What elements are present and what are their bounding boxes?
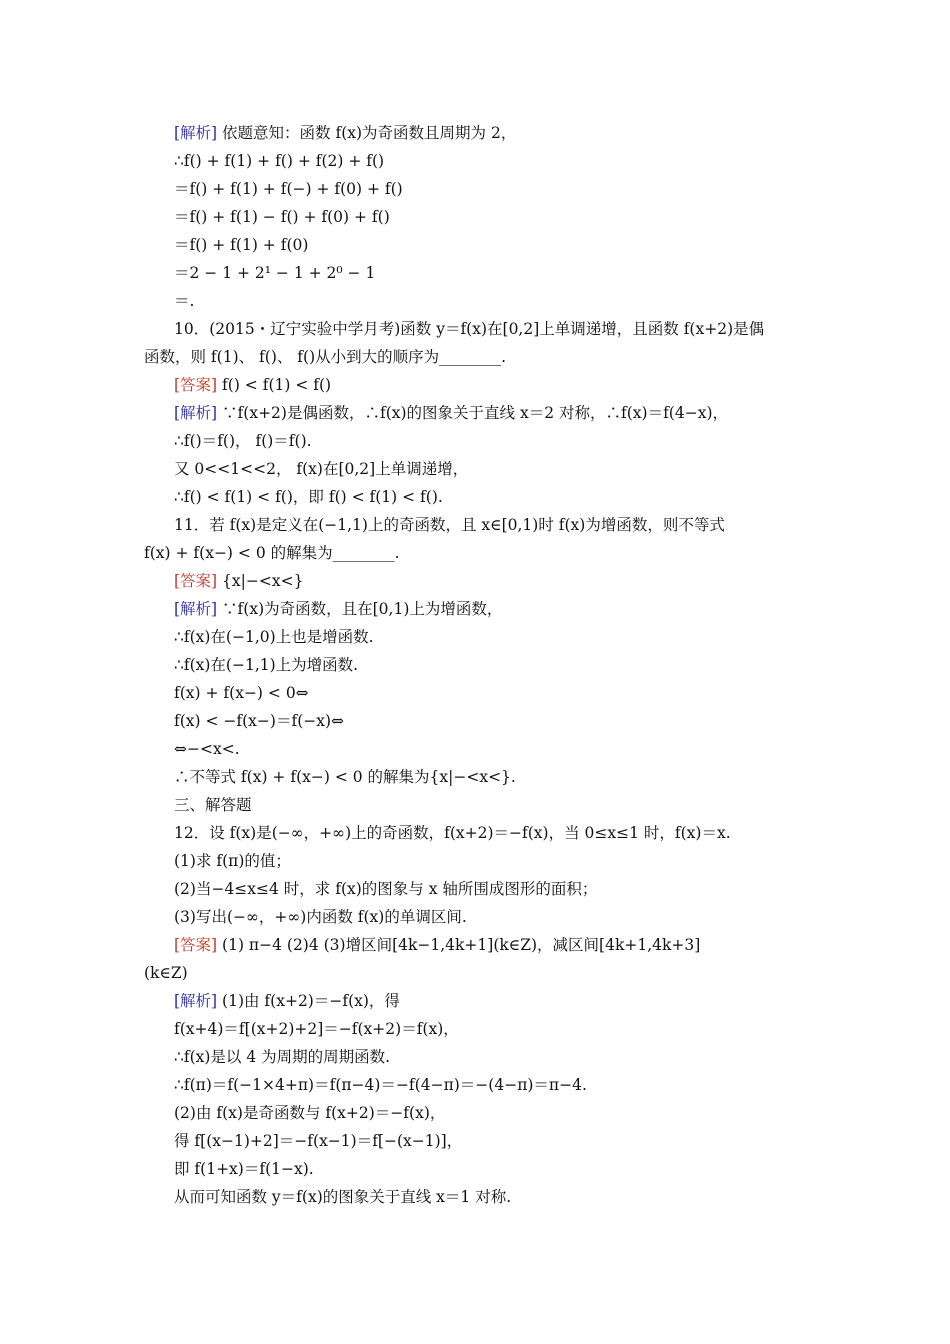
q12-explanation-line-2: f(x+4)＝f[(x+2)+2]＝−f(x+2)＝f(x)， (174, 1020, 459, 1038)
analysis-tag: [解析] (174, 404, 218, 422)
q9-explanation-line-1 (174, 123, 516, 143)
q12-answer (174, 935, 700, 955)
q12-part-1: (1)求 f(π)的值； (174, 852, 291, 870)
section-heading: 三、解答题 (174, 796, 252, 814)
q10-answer (174, 375, 331, 395)
q12-part-2: (2)当−4≤x≤4 时，求 f(x)的图象与 x 轴所围成图形的面积； (174, 880, 598, 898)
analysis-tag: [解析] (174, 600, 218, 618)
q12-explanation-line-7: 即 f(1+x)＝f(1−x). (174, 1160, 314, 1178)
answer-text: (1) π−4 (2)4 (3)增区间[4k−1,4k+1](k∈Z)，减区间[4k+1,4k+3] (222, 936, 701, 954)
q9-explanation-line-7: ＝. (174, 292, 195, 310)
line-text: (1)由 f(x+2)＝−f(x)，得 (222, 992, 400, 1010)
q11-explanation-line-6: ⇔−<x<. (174, 740, 240, 758)
q12-explanation-line-8: 从而可知函数 y＝f(x)的图象关于直线 x＝1 对称. (174, 1188, 512, 1206)
q12-explanation-line-4: ∴f(π)＝f(−1×4+π)＝f(π−4)＝−f(4−π)＝−(4−π)＝π−4. (174, 1076, 587, 1094)
q11-answer (174, 571, 303, 591)
q12-part-3: (3)写出(−∞，+∞)内函数 f(x)的单调区间. (174, 908, 467, 926)
q12-answer-cont: (k∈Z) (144, 964, 188, 982)
q11-explanation-line-4: f(x) + f(x−) < 0⇔ (174, 684, 309, 702)
analysis-tag: [解析] (174, 992, 218, 1010)
q10-stem-line-1: 10．(2015・辽宁实验中学月考)函数 y＝f(x)在[0,2]上单调递增，且函数 f(x+2)是偶 (174, 320, 765, 338)
q12-explanation-line-6: 得 f[(x−1)+2]＝−f(x−1)＝f[−(x−1)]， (174, 1132, 463, 1150)
line-text: ∵f(x+2)是偶函数，∴f(x)的图象关于直线 x＝2 对称，∴f(x)＝f(4−x)， (222, 404, 728, 422)
q10-explanation-line-4: ∴f() < f(1) < f()，即 f() < f(1) < f(). (174, 488, 443, 506)
q11-explanation-line-1 (174, 599, 502, 619)
analysis-tag: [解析] (174, 124, 218, 142)
answer-tag: [答案] (174, 572, 218, 590)
answer-tag: [答案] (174, 936, 218, 954)
answer-tag: [答案] (174, 376, 218, 394)
q12-stem: 12．设 f(x)是(−∞，+∞)上的奇函数，f(x+2)＝−f(x)，当 0≤x≤1 时，f(x)＝x. (174, 824, 731, 842)
q11-stem-line-1: 11．若 f(x)是定义在(−1,1)上的奇函数，且 x∈[0,1)时 f(x)为增函数，则不等式 (174, 516, 725, 534)
q11-explanation-line-2: ∴f(x)在(−1,0)上也是增函数. (174, 628, 374, 646)
q11-explanation-line-7: ∴不等式 f(x) + f(x−) < 0 的解集为{x|−<x<}. (174, 768, 516, 786)
q9-explanation-line-5: ＝f() + f(1) + f(0) (174, 236, 309, 254)
q10-explanation-line-1 (174, 403, 728, 423)
q12-explanation-line-5: (2)由 f(x)是奇函数与 f(x+2)＝−f(x)， (174, 1104, 446, 1122)
line-text: 依题意知：函数 f(x)为奇函数且周期为 2， (222, 124, 517, 142)
line-text: ∵f(x)为奇函数，且在[0,1)上为增函数， (222, 600, 503, 618)
q9-explanation-line-2: ∴f() + f(1) + f() + f(2) + f() (174, 152, 385, 170)
q9-explanation-line-3: ＝f() + f(1) + f(−) + f(0) + f() (174, 180, 403, 198)
answer-text: f() < f(1) < f() (222, 376, 332, 394)
q12-explanation-line-1 (174, 991, 400, 1011)
q11-stem-line-2: f(x) + f(x−) < 0 的解集为________. (144, 544, 400, 562)
q10-explanation-line-3: 又 0<<1<<2， f(x)在[0,2]上单调递增， (174, 460, 469, 478)
q11-explanation-line-3: ∴f(x)在(−1,1)上为增函数. (174, 656, 359, 674)
q10-explanation-line-2: ∴f()＝f()， f()＝f(). (174, 432, 312, 450)
q12-explanation-line-3: ∴f(x)是以 4 为周期的周期函数. (174, 1048, 391, 1066)
q9-explanation-line-4: ＝f() + f(1) − f() + f(0) + f() (174, 208, 390, 226)
answer-text: {x|−<x<} (222, 572, 304, 590)
q9-explanation-line-6: ＝2 − 1 + 2¹ − 1 + 2⁰ − 1 (174, 264, 376, 282)
q10-stem-line-2: 函数，则 f(1)、 f()、 f()从小到大的顺序为________. (144, 348, 507, 366)
q11-explanation-line-5: f(x) < −f(x−)＝f(−x)⇔ (174, 712, 345, 730)
